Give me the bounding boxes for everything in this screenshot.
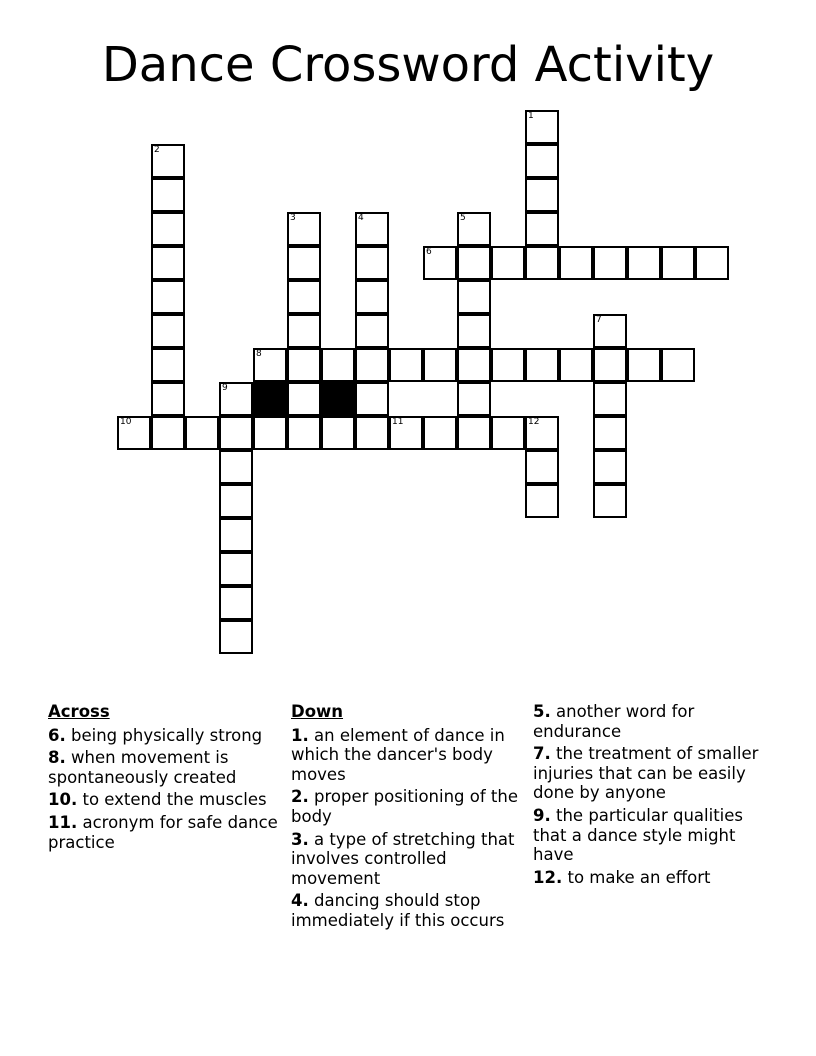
grid-cell[interactable] xyxy=(457,212,491,246)
grid-block xyxy=(321,382,355,416)
page-title: Dance Crossword Activity xyxy=(101,37,715,93)
grid-cell[interactable] xyxy=(525,416,559,450)
grid-cell[interactable] xyxy=(151,178,185,212)
cell-number: 2 xyxy=(154,145,160,155)
grid-cell[interactable] xyxy=(253,348,287,382)
cell-number: 6 xyxy=(426,247,432,257)
grid-cell[interactable] xyxy=(661,246,695,280)
grid-cell[interactable] xyxy=(219,552,253,586)
clue-across-10: 10. to extend the muscles xyxy=(48,790,267,810)
grid-cell[interactable] xyxy=(151,382,185,416)
grid-cell[interactable] xyxy=(355,246,389,280)
grid-block xyxy=(253,382,287,416)
grid-cell[interactable] xyxy=(355,416,389,450)
down-clues-continued xyxy=(533,702,773,890)
grid-cell[interactable] xyxy=(525,110,559,144)
grid-cell[interactable] xyxy=(355,382,389,416)
clue-down-2: 2. proper positioning of the body xyxy=(291,787,518,826)
grid-cell[interactable] xyxy=(457,280,491,314)
grid-cell[interactable] xyxy=(321,416,355,450)
grid-cell[interactable] xyxy=(559,246,593,280)
grid-cell[interactable] xyxy=(559,348,593,382)
cell-number: 3 xyxy=(290,213,296,223)
grid-cell[interactable] xyxy=(593,450,627,484)
grid-cell[interactable] xyxy=(287,212,321,246)
clue-across-8: 8. when movement is spontaneously created xyxy=(48,748,237,787)
grid-cell[interactable] xyxy=(151,348,185,382)
clue-down-9: 9. the particular qualities that a dance style might have xyxy=(533,805,744,865)
grid-cell[interactable] xyxy=(525,144,559,178)
cell-number: 11 xyxy=(392,417,404,427)
grid-cell[interactable] xyxy=(457,416,491,450)
grid-cell[interactable] xyxy=(151,212,185,246)
grid-cell[interactable] xyxy=(525,484,559,518)
grid-cell[interactable] xyxy=(593,348,627,382)
grid-cell[interactable] xyxy=(423,416,457,450)
grid-cell[interactable] xyxy=(185,416,219,450)
grid-cell[interactable] xyxy=(253,416,287,450)
clue-down-3: 3. a type of stretching that involves controlled movement xyxy=(291,829,515,888)
grid-cell[interactable] xyxy=(593,314,627,348)
cell-number: 5 xyxy=(460,213,466,223)
grid-cell[interactable] xyxy=(219,518,253,552)
clue-down-7: 7. the treatment of smaller injuries that can be easily done by anyone xyxy=(533,744,759,803)
grid-cell[interactable] xyxy=(491,246,525,280)
grid-cell[interactable] xyxy=(525,450,559,484)
cell-number: 10 xyxy=(120,417,132,427)
grid-cell[interactable] xyxy=(423,348,457,382)
grid-cell[interactable] xyxy=(525,178,559,212)
cell-number: 4 xyxy=(358,213,364,223)
grid-cell[interactable] xyxy=(525,246,559,280)
grid-cell[interactable] xyxy=(287,382,321,416)
grid-cell[interactable] xyxy=(287,314,321,348)
grid-cell[interactable] xyxy=(219,484,253,518)
grid-cell[interactable] xyxy=(525,212,559,246)
grid-cell[interactable] xyxy=(491,416,525,450)
grid-cell[interactable] xyxy=(423,246,457,280)
grid-cell[interactable] xyxy=(593,416,627,450)
clue-across-6: 6. being physically strong xyxy=(48,725,263,745)
grid-cell[interactable] xyxy=(355,348,389,382)
grid-cell[interactable] xyxy=(457,314,491,348)
grid-cell[interactable] xyxy=(355,280,389,314)
grid-cell[interactable] xyxy=(593,246,627,280)
grid-cell[interactable] xyxy=(321,348,355,382)
cell-number: 7 xyxy=(596,315,602,325)
down-heading: Down xyxy=(291,702,344,721)
cell-number: 9 xyxy=(222,383,228,393)
grid-cell[interactable] xyxy=(219,382,253,416)
grid-cell[interactable] xyxy=(457,348,491,382)
grid-cell[interactable] xyxy=(661,348,695,382)
cell-number: 8 xyxy=(256,349,262,359)
grid-cell[interactable] xyxy=(117,416,151,450)
grid-cell[interactable] xyxy=(491,348,525,382)
grid-cell[interactable] xyxy=(219,586,253,620)
cell-number: 12 xyxy=(528,417,540,427)
grid-cell[interactable] xyxy=(219,450,253,484)
clue-across-11: 11. acronym for safe dance practice xyxy=(48,812,278,852)
grid-cell[interactable] xyxy=(627,348,661,382)
grid-cell[interactable] xyxy=(525,348,559,382)
grid-cell[interactable] xyxy=(287,416,321,450)
grid-cell[interactable] xyxy=(389,348,423,382)
grid-cell[interactable] xyxy=(151,144,185,178)
grid-cell[interactable] xyxy=(151,246,185,280)
grid-cell[interactable] xyxy=(287,246,321,280)
grid-cell[interactable] xyxy=(593,484,627,518)
clue-down-5: 5. another word for endurance xyxy=(533,702,695,741)
grid-cell[interactable] xyxy=(355,314,389,348)
grid-cell[interactable] xyxy=(457,246,491,280)
clue-down-1: 1. an element of dance in which the dancer's body moves xyxy=(291,725,505,784)
grid-cell[interactable] xyxy=(389,416,423,450)
clue-down-12: 12. to make an effort xyxy=(533,867,711,887)
grid-cell[interactable] xyxy=(287,348,321,382)
clue-down-4: 4. dancing should stop immediately if this occurs xyxy=(291,891,505,930)
across-heading: Across xyxy=(48,702,110,721)
across-clues xyxy=(48,702,283,855)
grid-cell[interactable] xyxy=(151,280,185,314)
grid-cell[interactable] xyxy=(355,212,389,246)
grid-cell[interactable] xyxy=(219,620,253,654)
cell-number: 1 xyxy=(528,111,534,121)
grid-cell[interactable] xyxy=(219,416,253,450)
grid-cell[interactable] xyxy=(627,246,661,280)
grid-cell[interactable] xyxy=(151,416,185,450)
grid-cell[interactable] xyxy=(151,314,185,348)
grid-cell[interactable] xyxy=(593,382,627,416)
down-clues xyxy=(291,702,529,934)
grid-cell[interactable] xyxy=(287,280,321,314)
grid-cell[interactable] xyxy=(695,246,729,280)
grid-cell[interactable] xyxy=(457,382,491,416)
